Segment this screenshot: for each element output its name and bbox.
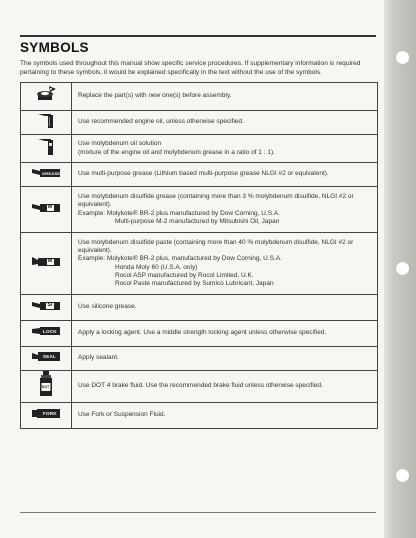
description-line: Multi-purpose M-2 manufactured by Mitsubishi Oil, Japan (115, 217, 280, 225)
description-line: Use molybdenum disulfide grease (containing more than 3 % molybdenum disulfide, NLGI #2 or (78, 193, 354, 201)
symbol-row (21, 347, 378, 371)
brake-fluid-icon (39, 371, 53, 397)
intro-text: The symbols used throughout this manual show specific service procedures. If supplementary information is required pertaining to these symbols, it would be explained specifically in the text without the use of the symbols. (20, 60, 361, 76)
description-line: Apply sealant. (78, 354, 119, 362)
symbol-icon-cell (21, 371, 72, 403)
symbol-row (21, 321, 378, 347)
symbol-icon-cell (21, 321, 72, 347)
description-line: Use silicone grease. (78, 303, 137, 311)
symbol-row (21, 111, 378, 135)
grease-icon (31, 165, 61, 179)
description-line: Example: Molykote® BR-2 plus manufactured by Dow Corning, U.S.A. (78, 209, 281, 217)
symbol-icon-cell (21, 347, 72, 371)
symbol-description (72, 371, 378, 403)
symbol-description (72, 295, 378, 321)
symbol-description (72, 163, 378, 187)
description-line: Use multi-purpose grease (Lithium based multi-purpose grease NLGI #2 or equivalent). (78, 170, 329, 178)
description-line: (mixture of the engine oil and molybdenum grease in a ratio of 1 : 1). (78, 148, 275, 156)
replace-parts-icon (34, 85, 58, 108)
binder-hole (395, 261, 410, 276)
symbol-icon-cell (21, 233, 72, 295)
description-line: Use DOT 4 brake fluid. Use the recommended brake fluid unless otherwise specified. (78, 382, 323, 390)
engine-oil-icon (35, 111, 57, 134)
symbol-row (21, 83, 378, 111)
moly-tag: M (48, 258, 53, 264)
symbol-description (72, 187, 378, 233)
fork-tag: FORK (43, 411, 57, 416)
description-line: Rocol ASP manufactured by Rocol Limited, U.K. (115, 271, 254, 279)
symbol-icon-cell (21, 83, 72, 111)
header-rule (20, 35, 376, 37)
seal-tag: SEAL (43, 354, 57, 359)
description-line: Honda Moly 60 (U.S.A. only) (115, 263, 198, 271)
lock-tag: LOCK (43, 328, 57, 334)
description-line: Apply a locking agent. Use a middle strength locking agent unless otherwise specified. (78, 329, 327, 337)
moly-grease-icon (31, 200, 61, 214)
symbol-description (72, 135, 378, 163)
symbol-row (21, 403, 378, 429)
dot4-tag: DOT 4 (42, 384, 53, 389)
symbol-icon-cell (21, 403, 72, 429)
moly-tag: M (48, 204, 53, 210)
silicone-tag: SI (47, 302, 53, 308)
symbol-description (72, 233, 378, 295)
description-line: Replace the part(s) with new one(s) before assembly. (78, 92, 232, 100)
symbol-description (72, 83, 378, 111)
symbol-row (21, 187, 378, 233)
description-line: equivalent). (78, 247, 112, 255)
description-line: Use Fork or Suspension Fluid. (78, 411, 166, 419)
description-line: Use molybdenum oil solution (78, 140, 162, 148)
sealant-icon (31, 349, 61, 363)
description-line: equivalent). (78, 201, 112, 209)
symbol-description (72, 321, 378, 347)
description-line: Example: Molykote® BR-2 plus, manufactured by Dow Corning, U.S.A. (78, 255, 282, 263)
symbol-row (21, 295, 378, 321)
silicone-grease-icon (31, 298, 61, 312)
symbols-table (20, 82, 378, 429)
symbol-description (72, 347, 378, 371)
symbol-description (72, 403, 378, 429)
footer-rule (20, 512, 376, 513)
symbol-row (21, 163, 378, 187)
symbol-icon-cell (21, 163, 72, 187)
fork-fluid-icon (31, 406, 61, 420)
symbol-row (21, 371, 378, 403)
molybdenum-oil-solution-icon (35, 136, 57, 161)
symbol-icon-cell (21, 111, 72, 135)
description-line: Use recommended engine oil, unless otherwise specified. (78, 118, 244, 126)
description-line: Use molybdenum disulfide paste (containing more than 40 % molybdenum disulfide, NLGI #2 or (78, 238, 354, 246)
page-title: SYMBOLS (20, 40, 89, 55)
symbol-row (21, 135, 378, 163)
moly-paste-icon (31, 254, 61, 268)
symbol-description (72, 111, 378, 135)
symbol-icon-cell (21, 135, 72, 163)
symbol-icon-cell (21, 187, 72, 233)
symbol-row (21, 233, 378, 295)
symbol-icon-cell (21, 295, 72, 321)
binder-hole (395, 50, 410, 65)
grease-tag: GREASE (42, 170, 61, 176)
locking-agent-icon (31, 324, 61, 338)
description-line: Rocol Paste manufactured by Sumico Lubricant, Japan (115, 279, 274, 287)
binder-hole (395, 468, 410, 483)
